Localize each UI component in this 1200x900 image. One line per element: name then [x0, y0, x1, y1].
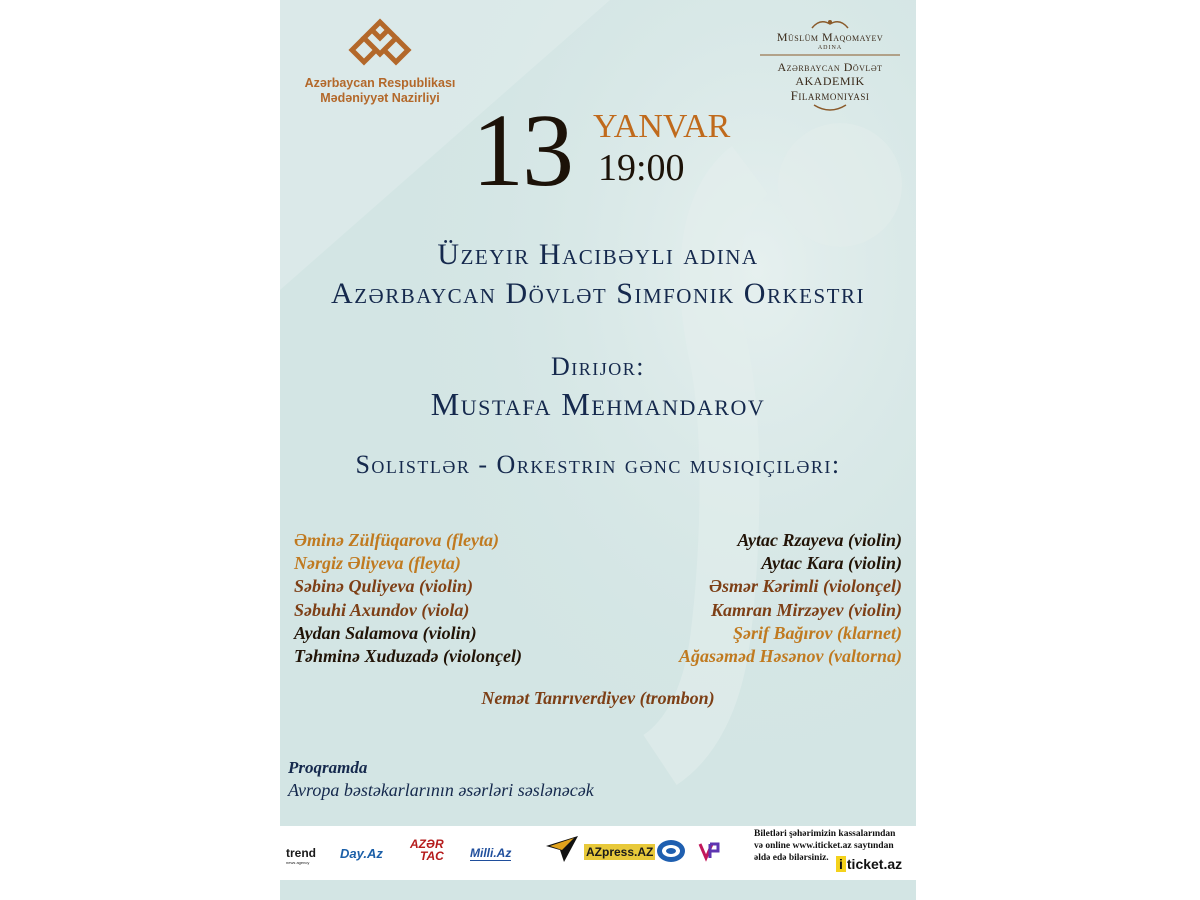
- soloist-name: Nərgiz Əliyeva (fleyta): [294, 553, 461, 574]
- voicepress-logo-icon[interactable]: [698, 840, 738, 866]
- soloist-name: Ağasəməd Həsənov (valtorna): [679, 646, 902, 667]
- divider-ornament-icon: [760, 52, 900, 58]
- event-month: YANVAR: [593, 108, 731, 145]
- sputnik-logo-icon[interactable]: [544, 834, 580, 864]
- orchestra-name-line1: Üzeyir Hacıbəyli adına: [437, 238, 759, 271]
- ticket-info-line1: Biletləri şəhərimizin kassalarından: [754, 829, 896, 839]
- soloist-trombone: Nemət Tanrıverdiyev (trombon): [481, 688, 715, 708]
- trend-logo-subtext: news agency: [286, 860, 310, 865]
- trend-logo-text: trend: [286, 846, 316, 860]
- ministry-name: [280, 76, 480, 106]
- azertac-logo[interactable]: [410, 838, 444, 862]
- crown-ornament-icon: [810, 18, 850, 30]
- philharmonic-name-line3: Azərbaycan Dövlət: [777, 60, 883, 74]
- iticket-logo-text: ticket.az: [846, 856, 903, 872]
- bottom-ornament-icon: [810, 103, 850, 113]
- program-title: Proqramda: [288, 758, 368, 777]
- philharmonic-name-line5: Filarmoniyası: [790, 88, 870, 103]
- soloist-name: Səbuhi Axundov (viola): [294, 599, 470, 620]
- soloists-right-list: [602, 529, 902, 668]
- dayaz-logo[interactable]: Day.Az: [340, 846, 383, 861]
- soloist-name: Əminə Zülfüqarova (fleyta): [294, 530, 499, 550]
- soloist-name: Səbinə Quliyeva (violin): [294, 576, 473, 597]
- philharmonic-name-line2: ADINA: [817, 45, 843, 51]
- concert-poster: [280, 0, 916, 900]
- soloist-name: Aytac Rzayeva (violin): [737, 530, 902, 550]
- azertac-logo-line1: AZƏR: [410, 837, 444, 851]
- soloist-name: Aydan Salamova (violin): [294, 622, 477, 643]
- ticket-info-line3: əldə edə bilərsiniz.: [754, 853, 829, 863]
- orchestra-name-line2: Azərbaycan Dövlət Simfonik Orkestri: [331, 277, 865, 310]
- conductor-label: Dirijor:: [550, 352, 645, 381]
- program-text: Avropa bəstəkarlarının əsərləri səslənəcək: [288, 780, 594, 800]
- soloist-name: Aytac Kara (violin): [761, 553, 902, 574]
- philharmonic-name-line4: AKADEMIK: [795, 74, 865, 88]
- ministry-name-line1: Azərbaycan Respublikası: [304, 76, 456, 90]
- philharmonic-logo-block: [750, 18, 910, 113]
- event-time: 19:00: [598, 147, 685, 189]
- soloists-left-list: [294, 529, 594, 668]
- iticket-logo[interactable]: [836, 856, 902, 872]
- soloist-name: Təhminə Xuduzadə (violonçel): [294, 646, 522, 667]
- report-logo-icon[interactable]: [656, 838, 686, 864]
- ministry-emblem-icon: [344, 18, 416, 70]
- azpress-logo[interactable]: AZpress.AZ: [586, 845, 654, 859]
- conductor-name: Mustafa Mehmandarov: [430, 386, 766, 422]
- soloist-name: Kamran Mirzəyev (violin): [711, 599, 902, 620]
- iticket-logo-i: i: [836, 856, 846, 872]
- trend-logo[interactable]: [286, 846, 316, 865]
- soloists-heading: Solistlər - Orkestrin gənc musiqiçiləri:: [355, 450, 841, 479]
- ministry-logo-block: [280, 18, 480, 106]
- philharmonic-name-line1: Müslüm Maqomayev: [776, 30, 884, 44]
- event-day: 13: [472, 93, 572, 208]
- ministry-name-line2: Mədəniyyət Nazirliyi: [320, 91, 440, 105]
- milli-logo[interactable]: Milli.Az: [470, 846, 512, 860]
- sponsors-footer: [280, 826, 916, 880]
- azertac-logo-line2: TAC: [420, 849, 444, 863]
- soloist-name: Şərif Bağırov (klarnet): [733, 622, 902, 643]
- ticket-info-line2: və online www.iticket.az saytından: [754, 841, 894, 851]
- soloist-name: Əsmər Kərimli (violonçel): [709, 576, 902, 597]
